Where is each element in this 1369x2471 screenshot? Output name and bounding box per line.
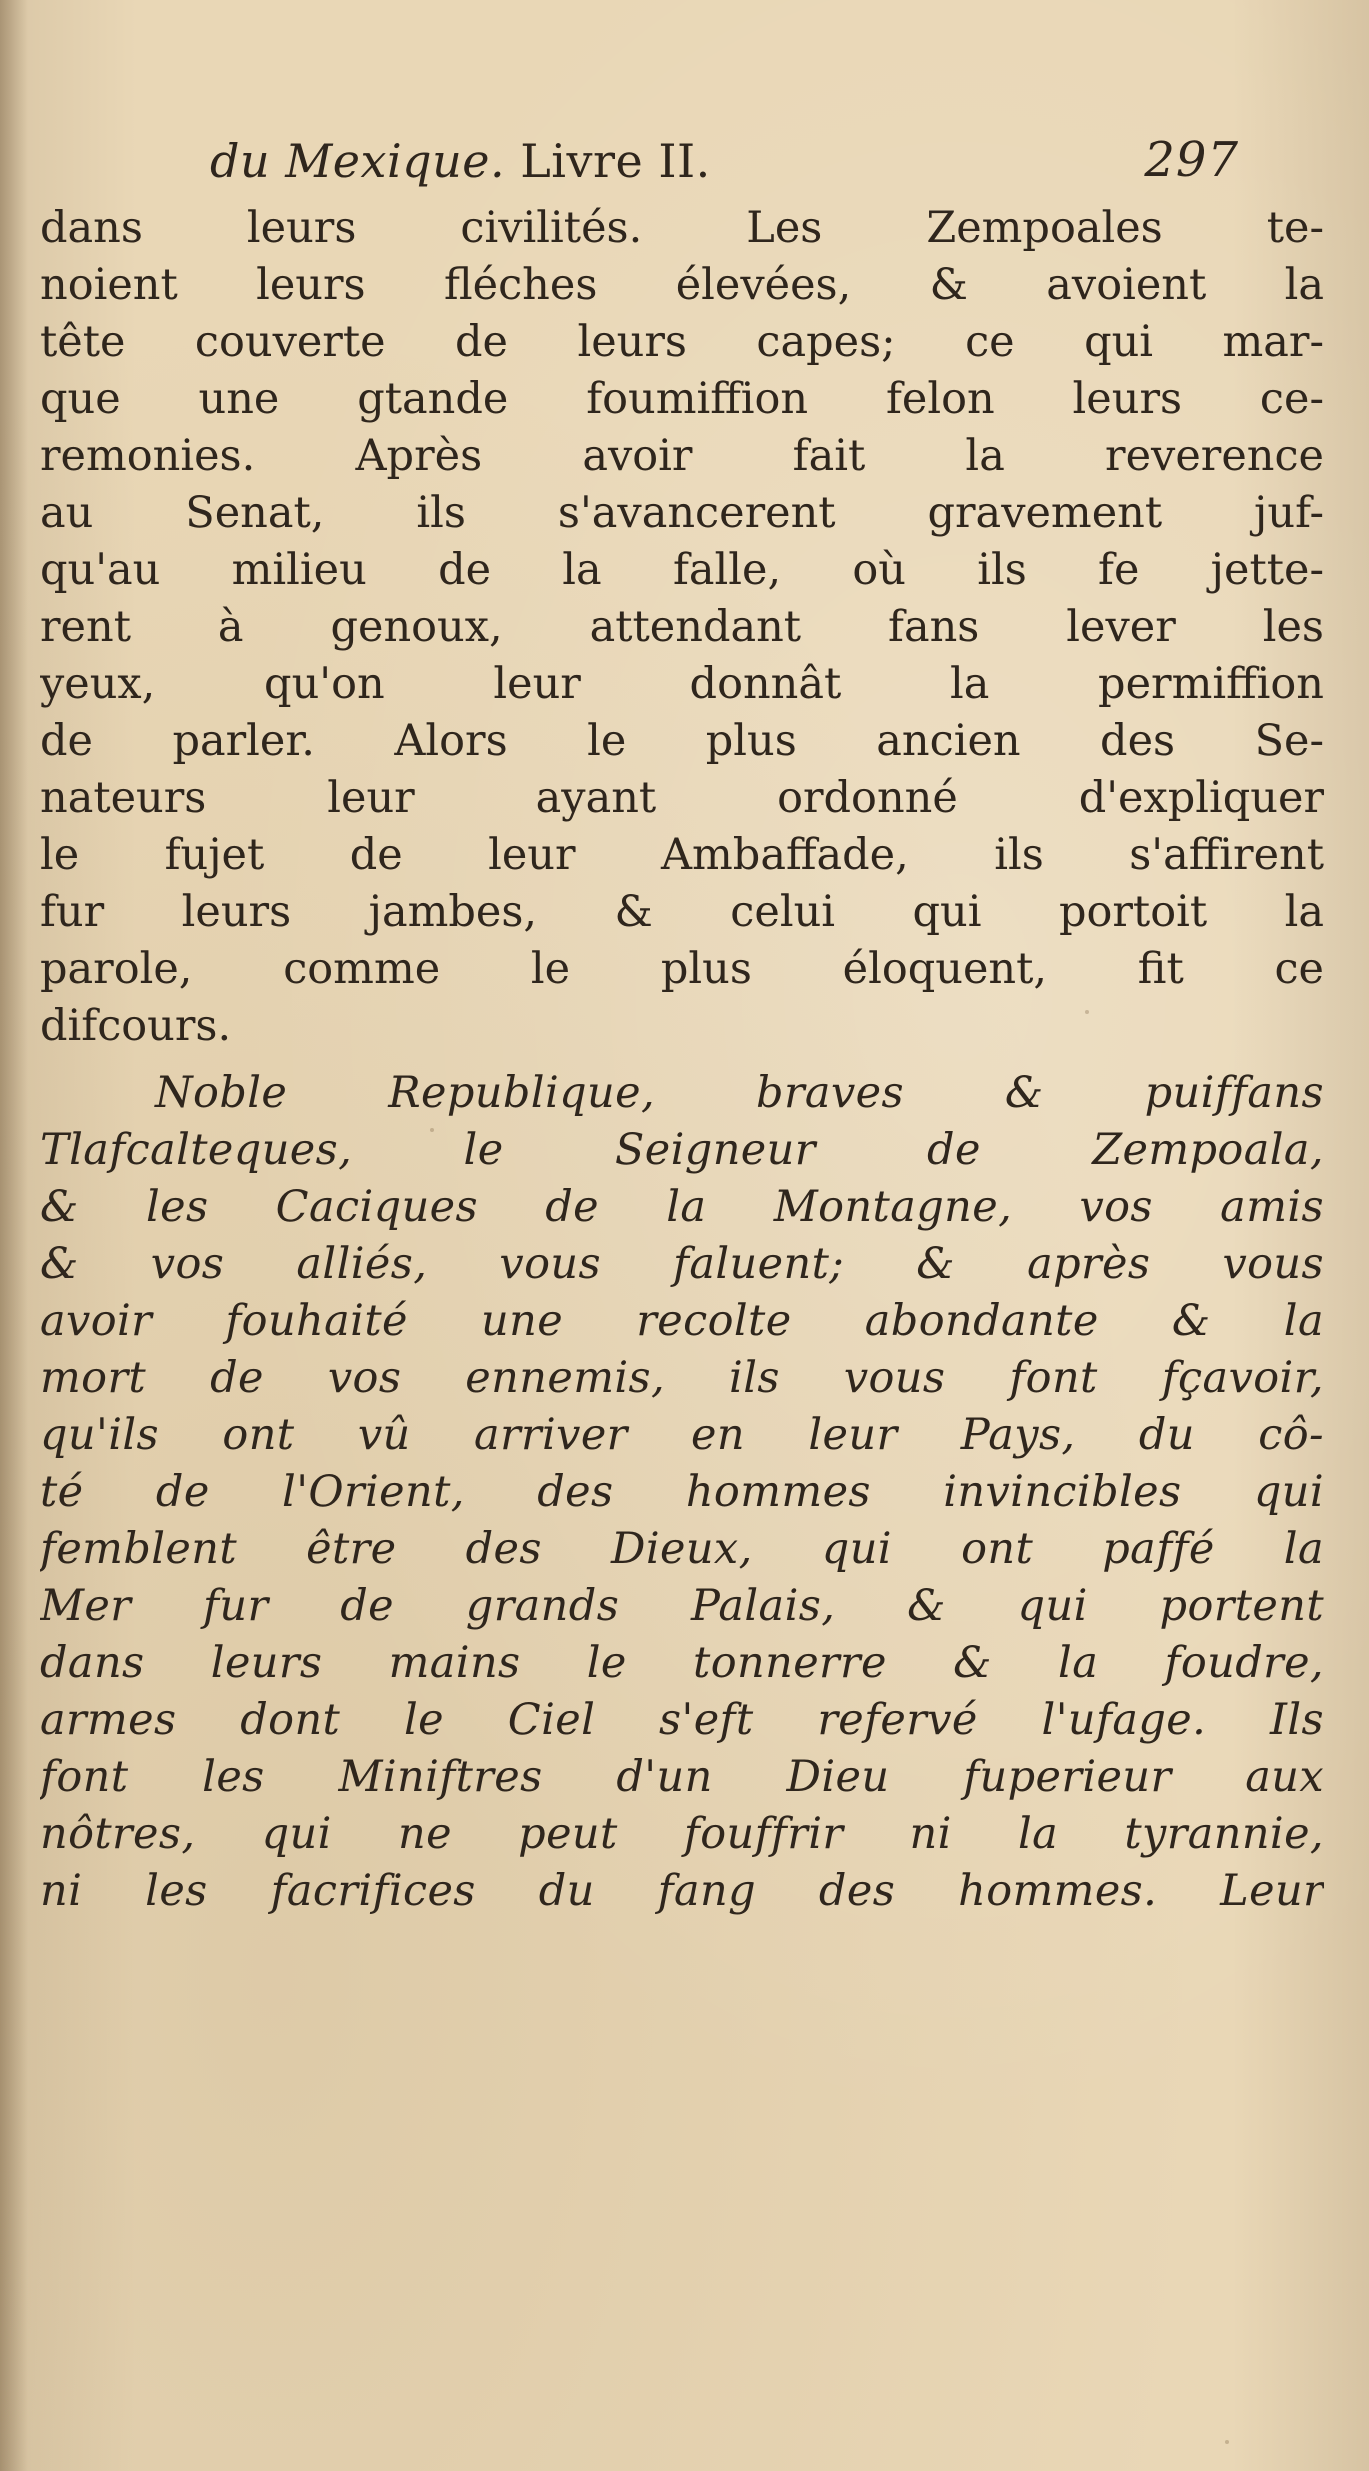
speech-line: femblent être des Dieux, qui ont paffé la (40, 1524, 1324, 1574)
speech-line: armes dont le Ciel s'eft refervé l'ufage. Ils (40, 1695, 1324, 1745)
text-line: remonies. Après avoir fait la reverence (40, 431, 1324, 481)
body-text (40, 200, 1324, 1920)
speech-line: nôtres, qui ne peut fouffrir ni la tyrannie, (40, 1809, 1324, 1859)
running-head-livre: Livre II. (520, 134, 711, 188)
speech-line: font les Miniftres d'un Dieu fuperieur aux (40, 1752, 1324, 1802)
speech-line: ni les facrifices du fang des hommes. Leur (40, 1866, 1324, 1916)
text-line: le fujet de leur Ambaffade, ils s'affirent (40, 830, 1324, 880)
text-line: tête couverte de leurs capes; ce qui mar- (40, 317, 1324, 367)
page-number: 297 (1144, 132, 1239, 188)
running-head-title (210, 134, 711, 188)
speech-line: & les Caciques de la Montagne, vos amis (40, 1182, 1324, 1232)
paper-speck (1225, 2440, 1229, 2444)
speech-line: qu'ils ont vû arriver en leur Pays, du cô- (40, 1410, 1324, 1460)
text-line: au Senat, ils s'avancerent gravement juf- (40, 488, 1324, 538)
running-head-mexique: Mexique. (285, 134, 506, 188)
speech-line: mort de vos ennemis, ils vous font fçavoir, (40, 1353, 1324, 1403)
speech-line: dans leurs mains le tonnerre & la foudre, (40, 1638, 1324, 1688)
gutter-shadow (0, 0, 28, 2471)
running-head-du: du (210, 134, 271, 188)
text-line: yeux, qu'on leur donnât la permiffion (40, 659, 1324, 709)
speech-line: Mer fur de grands Palais, & qui portent (40, 1581, 1324, 1631)
text-line: qu'au milieu de la falle, où ils fe jette- (40, 545, 1324, 595)
text-line: dans leurs civilités. Les Zempoales te- (40, 203, 1324, 253)
text-line: rent à genoux, attendant fans lever les (40, 602, 1324, 652)
text-line: que une gtande foumiffion felon leurs ce- (40, 374, 1324, 424)
speech-line: Tlafcalteques, le Seigneur de Zempoala, (40, 1125, 1324, 1175)
speech-line: Noble Republique, braves & puiffans (155, 1068, 1324, 1118)
speech-line: & vos alliés, vous faluent; & après vous (40, 1239, 1324, 1289)
running-head (210, 118, 1239, 188)
text-line: fur leurs jambes, & celui qui portoit la (40, 887, 1324, 937)
text-line: parole, comme le plus éloquent, fit ce (40, 944, 1324, 994)
text-line: difcours. (40, 1001, 232, 1051)
speech-line: avoir fouhaité une recolte abondante & la (40, 1296, 1324, 1346)
text-line: de parler. Alors le plus ancien des Se- (40, 716, 1324, 766)
text-line: nateurs leur ayant ordonné d'expliquer (40, 773, 1324, 823)
speech-line: té de l'Orient, des hommes invincibles qui (40, 1467, 1324, 1517)
text-line: noient leurs fléches élevées, & avoient la (40, 260, 1324, 310)
